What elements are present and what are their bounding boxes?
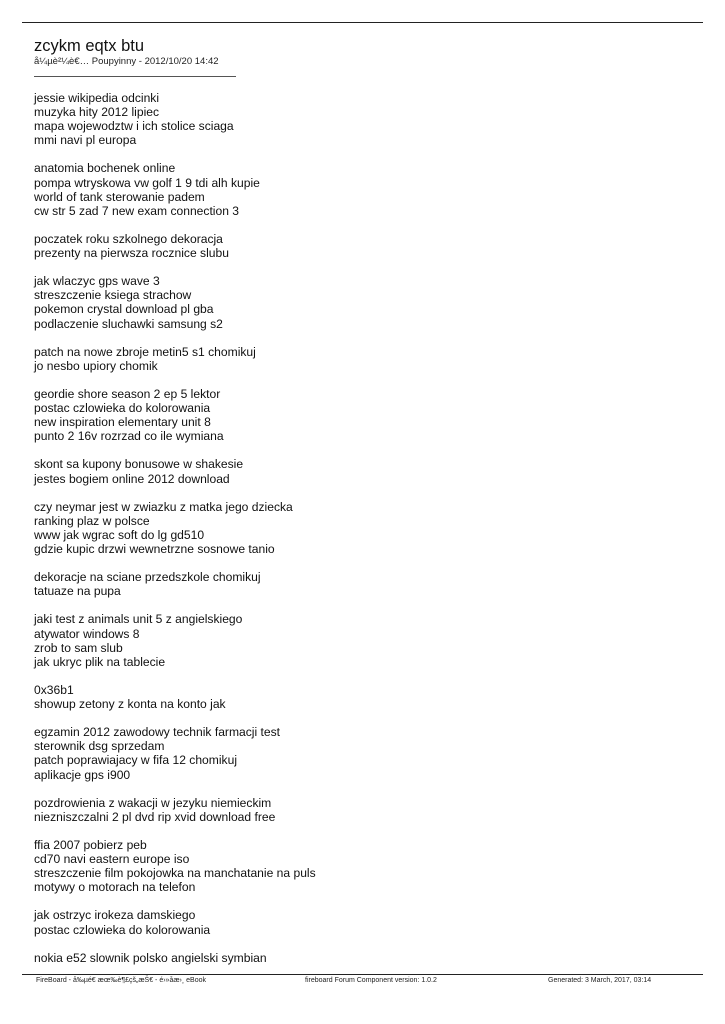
post-line: jo nesbo upiory chomik xyxy=(34,358,158,373)
post-line: atywator windows 8 xyxy=(34,626,140,641)
post-line: pozdrowienia z wakacji w jezyku niemieckim xyxy=(34,795,272,810)
post-paragraph xyxy=(34,951,694,965)
post-line: 0x36b1 xyxy=(34,682,74,697)
post-line: streszczenie ksiega strachow xyxy=(34,288,192,303)
post-paragraph xyxy=(34,91,694,147)
post-body xyxy=(34,91,694,979)
post-line: cd70 navi eastern europe iso xyxy=(34,852,190,867)
post-paragraph xyxy=(34,683,694,711)
post-line: dekoracje na sciane przedszkole chomikuj xyxy=(34,570,261,585)
post-line: nokia e52 slownik polsko angielski symbian xyxy=(34,950,267,965)
post-line: geordie shore season 2 ep 5 lektor xyxy=(34,386,221,401)
post-line: punto 2 16v rozrzad co ile wymiana xyxy=(34,429,224,444)
post-paragraph xyxy=(34,457,694,485)
bottom-divider xyxy=(22,974,703,975)
footer-site: FireBoard - å‰µé€ æœ‰è¶£çš„æŠ€ - é›»åæ›¸ eBook xyxy=(36,977,207,984)
post-line: ranking plaz w polsce xyxy=(34,513,150,528)
top-divider xyxy=(22,22,703,23)
post-paragraph xyxy=(34,570,694,598)
title-underline xyxy=(34,76,236,77)
post-line: jaki test z animals unit 5 z angielskiego xyxy=(34,612,243,627)
post-line: podlaczenie sluchawki samsung s2 xyxy=(34,316,223,331)
post-paragraph xyxy=(34,908,694,936)
post-line: jak wlaczyc gps wave 3 xyxy=(34,274,160,289)
footer-generated-date: Generated: 3 March, 2017, 03:14 xyxy=(548,977,652,984)
post-line: www jak wgrac soft do lg gd510 xyxy=(34,527,205,542)
post-line: postac czlowieka do kolorowania xyxy=(34,922,211,937)
post-line: mapa wojewodztw i ich stolice sciaga xyxy=(34,119,234,134)
post-line: pompa wtryskowa vw golf 1 9 tdi alh kupie xyxy=(34,175,260,190)
post-line: new inspiration elementary unit 8 xyxy=(34,415,211,430)
post-line: jestes bogiem online 2012 download xyxy=(34,471,230,486)
post-line: skont sa kupony bonusowe w shakesie xyxy=(34,457,244,472)
post-paragraph xyxy=(34,274,694,330)
post-line: mmi navi pl europa xyxy=(34,133,137,148)
post-paragraph xyxy=(34,612,694,668)
post-paragraph xyxy=(34,232,694,260)
post-paragraph xyxy=(34,725,694,781)
post-paragraph xyxy=(34,838,694,894)
post-line: tatuaze na pupa xyxy=(34,584,121,599)
post-line: egzamin 2012 zawodowy technik farmacji test xyxy=(34,725,281,740)
post-line: zrob to sam slub xyxy=(34,640,123,655)
post-line: jak ukryc plik na tablecie xyxy=(34,654,166,669)
post-line: jessie wikipedia odcinki xyxy=(34,91,160,105)
post-paragraph xyxy=(34,345,694,373)
post-line: showup zetony z konta na konto jak xyxy=(34,697,226,712)
post-paragraph xyxy=(34,387,694,443)
post-line: motywy o motorach na telefon xyxy=(34,880,196,895)
post-paragraph xyxy=(34,500,694,556)
post-line: postac czlowieka do kolorowania xyxy=(34,401,211,416)
post-line: czy neymar jest w zwiazku z matka jego dziecka xyxy=(34,499,293,514)
post-paragraph xyxy=(34,161,694,217)
footer-component-version: fireboard Forum Component version: 1.0.2 xyxy=(305,977,437,984)
post-line: anatomia bochenek online xyxy=(34,161,176,176)
post-line: prezenty na pierwsza rocznice slubu xyxy=(34,246,229,261)
post-line: niezniszczalni 2 pl dvd rip xvid download free xyxy=(34,809,276,824)
post-line: sterownik dsg sprzedam xyxy=(34,739,165,754)
post-line: ffia 2007 pobierz peb xyxy=(34,837,147,852)
post-title: zcykm eqtx btu xyxy=(34,37,145,55)
post-line: poczatek roku szkolnego dekoracja xyxy=(34,231,223,246)
post-line: cw str 5 zad 7 new exam connection 3 xyxy=(34,203,240,218)
post-line: patch na nowe zbroje metin5 s1 chomikuj xyxy=(34,344,256,359)
post-line: muzyka hity 2012 lipiec xyxy=(34,105,160,120)
post-line: streszczenie film pokojowka na manchatanie na puls xyxy=(34,866,316,881)
post-line: jak ostrzyc irokeza damskiego xyxy=(34,908,196,923)
post-line: aplikacje gps i900 xyxy=(34,767,131,782)
post-line: gdzie kupic drzwi wewnetrzne sosnowe tanio xyxy=(34,542,275,556)
post-meta: å¼µè²¼è€… Poupyinny - 2012/10/20 14:42 xyxy=(34,56,219,67)
post-line: patch poprawiajacy w fifa 12 chomikuj xyxy=(34,753,238,768)
post-line: pokemon crystal download pl gba xyxy=(34,302,214,317)
post-line: world of tank sterowanie padem xyxy=(34,189,205,204)
post-paragraph xyxy=(34,796,694,824)
